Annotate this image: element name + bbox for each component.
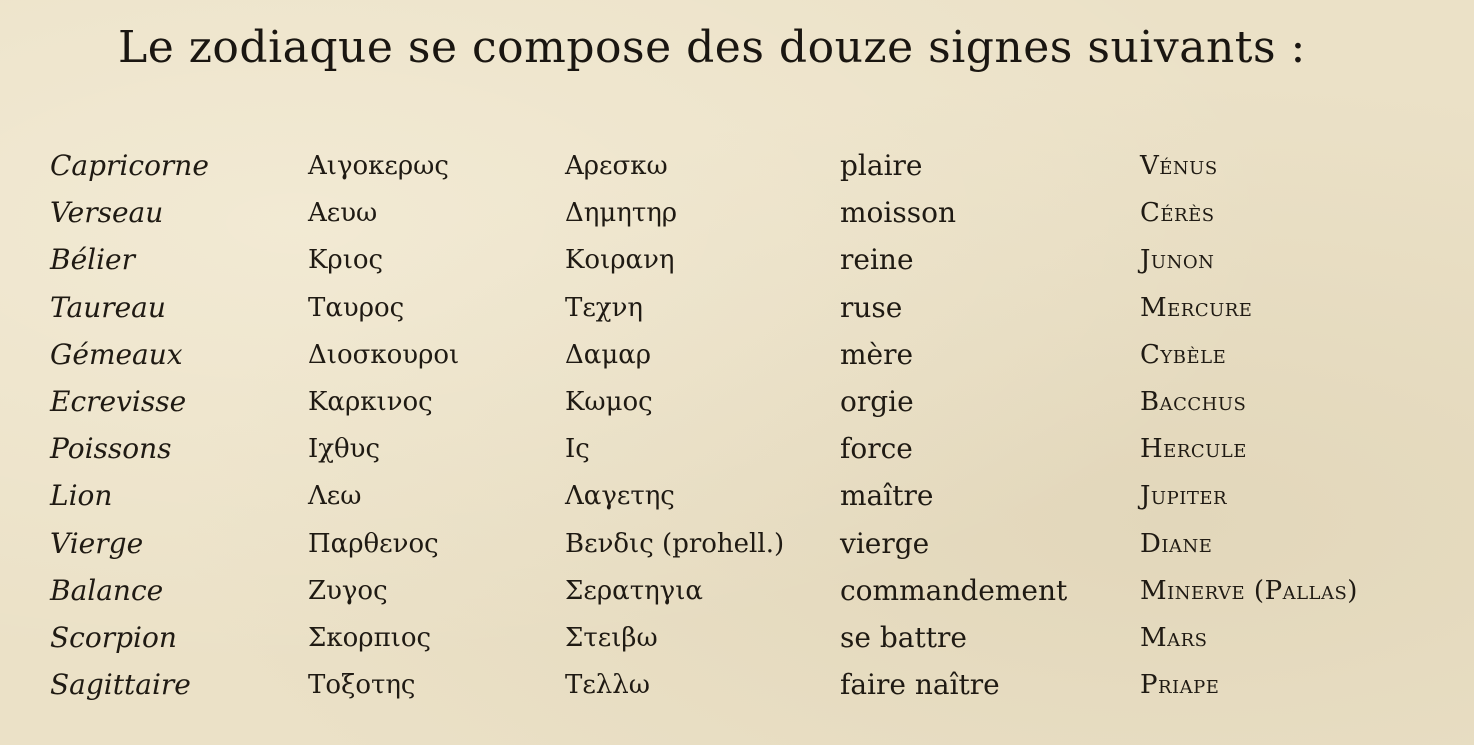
table-row	[50, 333, 1450, 380]
sign-name: Taureau	[50, 290, 166, 324]
table-row	[50, 474, 1450, 521]
french-meaning: vierge	[840, 526, 930, 560]
greek-root: Κωμος	[565, 386, 653, 417]
greek-root: Σερατηγια	[565, 575, 703, 606]
deity-name: Diane	[1140, 528, 1213, 559]
table-row	[50, 569, 1450, 616]
deity-name: Junon	[1140, 245, 1215, 276]
table-row	[50, 663, 1450, 710]
sign-name: Ecrevisse	[50, 384, 187, 418]
greek-name: Ιχθυς	[308, 434, 381, 465]
sign-name: Sagittaire	[50, 668, 191, 702]
table-row	[50, 380, 1450, 427]
greek-name: Παρθενος	[308, 528, 439, 559]
deity-name: Jupiter	[1140, 481, 1228, 512]
greek-root: Στειβω	[565, 622, 658, 653]
table-row	[50, 191, 1450, 238]
french-meaning: plaire	[840, 149, 923, 182]
greek-root: Αρεσκω	[565, 151, 668, 181]
sign-name: Balance	[50, 573, 164, 607]
greek-name: Αιγοκερως	[308, 151, 449, 181]
deity-name: Priape	[1140, 670, 1220, 701]
greek-root: Δημητηρ	[565, 198, 678, 229]
greek-root: Τελλω	[565, 670, 650, 701]
french-meaning: orgie	[840, 384, 914, 418]
table-row	[50, 238, 1450, 285]
french-meaning: reine	[840, 243, 914, 277]
table-row	[50, 522, 1450, 569]
greek-name: Ταυρος	[308, 292, 405, 323]
greek-root: Ις	[565, 434, 590, 465]
sign-name: Bélier	[50, 243, 136, 277]
french-meaning: commandement	[840, 573, 1068, 607]
table-row	[50, 427, 1450, 474]
sign-name: Gémeaux	[50, 337, 183, 371]
french-meaning: se battre	[840, 620, 967, 654]
french-meaning: force	[840, 432, 913, 466]
deity-name: Vénus	[1140, 151, 1218, 181]
sign-name: Poissons	[50, 432, 172, 466]
sign-name: Capricorne	[50, 149, 209, 182]
greek-name: Ζυγος	[308, 575, 388, 606]
greek-root: Κοιρανη	[565, 245, 675, 276]
greek-name: Λεω	[308, 481, 362, 512]
greek-root: Δαμαρ	[565, 339, 652, 370]
greek-name: Σκορπιος	[308, 622, 432, 653]
sign-name: Vierge	[50, 526, 144, 560]
greek-root: Λαγετης	[565, 481, 675, 512]
deity-name: Hercule	[1140, 434, 1247, 465]
french-meaning: moisson	[840, 196, 956, 230]
page-heading: Le zodiaque se compose des douze signes suivants :	[118, 22, 1306, 73]
sign-name: Scorpion	[50, 620, 177, 654]
deity-name: Mercure	[1140, 292, 1253, 323]
greek-name: Διοσκουροι	[308, 339, 460, 370]
french-meaning: faire naître	[840, 668, 1000, 702]
sign-name: Lion	[50, 479, 113, 513]
greek-root: Τεχνη	[565, 292, 643, 323]
sign-name: Verseau	[50, 196, 164, 230]
deity-name: Bacchus	[1140, 386, 1247, 417]
greek-name: Κριος	[308, 245, 384, 276]
french-meaning: maître	[840, 479, 934, 513]
zodiac-table	[50, 144, 1450, 710]
french-meaning: ruse	[840, 290, 903, 324]
deity-name: Mars	[1140, 622, 1208, 653]
table-row	[50, 286, 1450, 333]
deity-name: Minerve (Pallas)	[1140, 575, 1358, 606]
table-row	[50, 144, 1450, 191]
greek-name: Αευω	[308, 198, 378, 229]
greek-name: Καρκινος	[308, 386, 433, 417]
deity-name: Cybèle	[1140, 339, 1227, 370]
french-meaning: mère	[840, 337, 914, 371]
table-row	[50, 616, 1450, 663]
deity-name: Cérès	[1140, 198, 1215, 229]
greek-root: Βενδις (prohell.)	[565, 528, 785, 559]
greek-name: Τοξοτης	[308, 670, 416, 701]
